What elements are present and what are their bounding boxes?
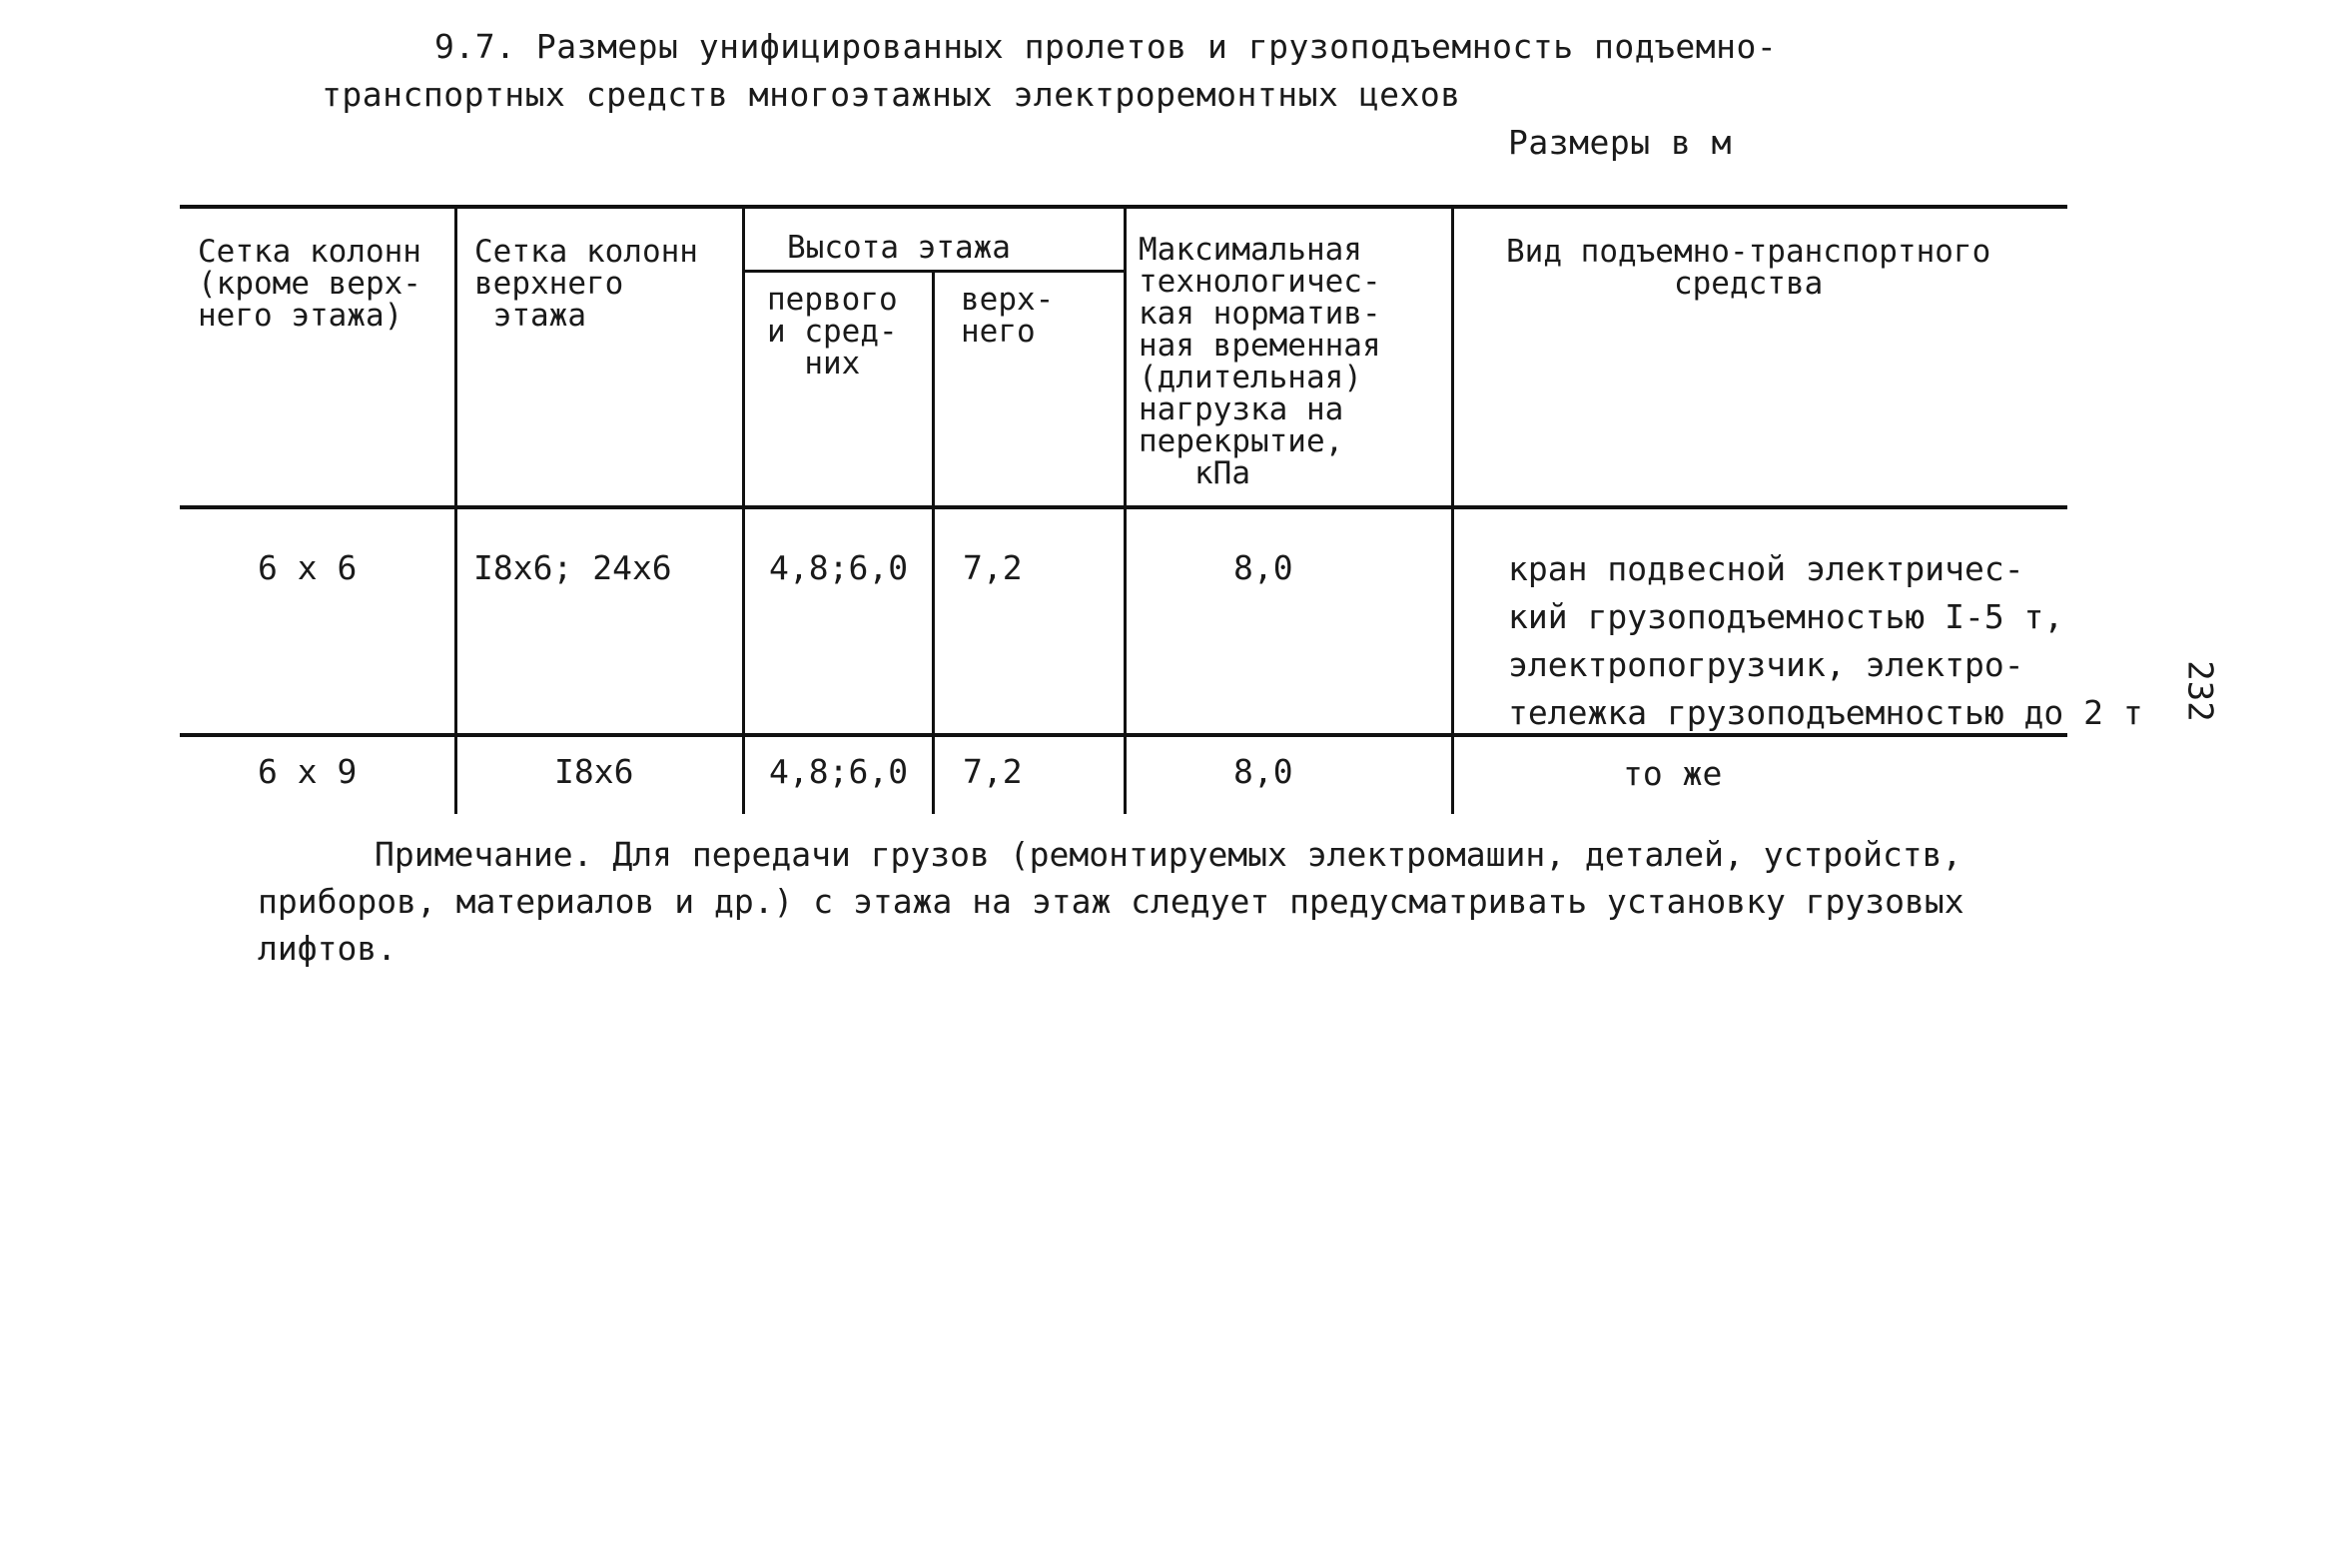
note-line-2: приборов, материалов и др.) с этажа на этаж следует предусматривать установку грузовых bbox=[258, 882, 1964, 921]
table-title-line-1: 9.7. Размеры унифицированных пролетов и грузоподъемность подъемно- bbox=[434, 27, 1778, 66]
cell-height-first: 4,8;6,0 bbox=[769, 752, 909, 791]
table-title-line-2: транспортных средств многоэтажных электроремонтных цехов bbox=[322, 75, 1461, 114]
cell-transport: то же bbox=[1623, 754, 1723, 793]
cell-height-top: 7,2 bbox=[963, 548, 1023, 587]
page-number: 232 bbox=[2179, 660, 2220, 722]
cell-transport: кран подвесной электричес- кий грузоподъемностью I-5 т, электропогрузчик, электро- тележка грузоподъемностью до 2 т bbox=[1508, 549, 2143, 732]
cell-top-grid: I8x6 bbox=[554, 752, 634, 791]
col-divider-2 bbox=[742, 207, 745, 814]
header-grid-lower: Сетка колонн (кроме верх- него этажа) bbox=[198, 234, 421, 334]
cell-load: 8,0 bbox=[1233, 548, 1293, 587]
cell-load: 8,0 bbox=[1233, 752, 1293, 791]
header-grid-top: Сетка колонн верхнего этажа bbox=[474, 234, 698, 334]
header-transport-type: Вид подъемно-транспортного средства bbox=[1506, 234, 1991, 302]
header-height-first: первого и сред- них bbox=[767, 282, 898, 382]
col-divider-1 bbox=[454, 207, 457, 814]
header-max-load: Максимальная технологичес- кая норматив- ная временная (длительная) нагрузка на перекрытие, кПа bbox=[1139, 232, 1381, 491]
cell-grid: 6 x 6 bbox=[258, 548, 358, 587]
col-divider-3 bbox=[932, 272, 935, 814]
col-divider-5 bbox=[1451, 207, 1454, 814]
cell-top-grid: I8x6; 24x6 bbox=[473, 548, 672, 587]
note-line-1: Примечание. Для передачи грузов (ремонтируемых электромашин, деталей, устройств, bbox=[375, 835, 1962, 874]
header-floor-height: Высота этажа bbox=[787, 230, 1011, 266]
col-divider-4 bbox=[1124, 207, 1127, 814]
units-label: Размеры в м bbox=[1508, 123, 1733, 162]
cell-height-first: 4,8;6,0 bbox=[769, 548, 909, 587]
cell-grid: 6 x 9 bbox=[258, 752, 358, 791]
header-height-top: верх- него bbox=[961, 282, 1055, 350]
note-line-3: лифтов. bbox=[258, 929, 397, 968]
cell-height-top: 7,2 bbox=[963, 752, 1023, 791]
